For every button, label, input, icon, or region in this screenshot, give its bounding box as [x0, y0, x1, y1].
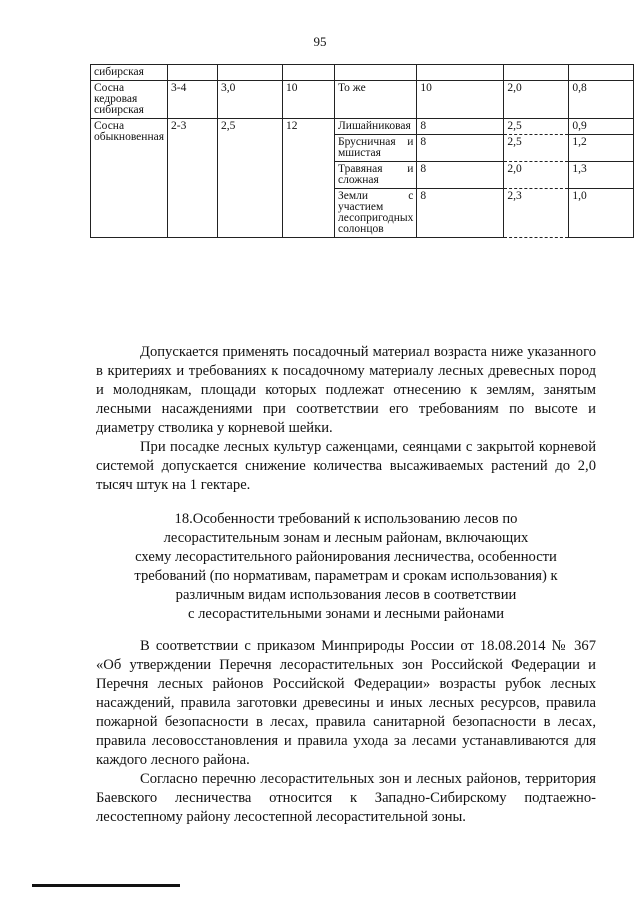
table-cell [282, 65, 334, 81]
table-cell: 0,9 [569, 119, 634, 135]
section-heading [96, 510, 596, 624]
table-cell: 2-3 [167, 119, 217, 238]
table-cell: 1,2 [569, 135, 634, 162]
table-cell: 1,3 [569, 162, 634, 189]
paragraph: В соответствии с приказом Минприроды России от 18.08.2014 № 367 «Об утверждении Перечня лесорастительных зон Российской Федерации и Перечня лесных районов Российской Федерации» возрасты рубок лесных насаждений, правила заготовки древесины и иных лесных ресурсов, правила пожарной безопасности в лесах, правила санитарной безопасности в лесах, правила лесовосстановления и правила ухода за лесами устанавливаются для каждого лесного района. [96, 638, 596, 768]
table-cell: Травяная и сложная [334, 162, 416, 189]
table-cell: сибирская [91, 65, 168, 81]
table-cell: Земли с участием лесопригодных солонцов [334, 189, 416, 238]
heading-line: различным видам использования лесов в соответствии [175, 587, 517, 603]
heading-line: с лесорастительными зонами и лесными районами [187, 606, 505, 622]
paragraph: Согласно перечню лесорастительных зон и лесных районов, территория Баевского лесничества относится к Западно-Сибирскому подтаежно-лесостепному району лесостепной лесорастительной зоны. [96, 771, 596, 825]
table-row [91, 119, 634, 135]
table-cell [417, 65, 504, 81]
body-text-top [96, 343, 596, 495]
table-cell: 8 [417, 119, 504, 135]
paragraph: При посадке лесных культур саженцами, сеянцами с закрытой корневой системой допускается снижение количества высаживаемых растений до 2,0 тысяч штук на 1 гектаре. [96, 439, 596, 493]
table-cell: Сосна обыкновенная [91, 119, 168, 238]
body-text-bottom [96, 637, 596, 827]
planting-norms-table [90, 64, 634, 238]
table-cell: 2,3 [504, 189, 569, 238]
table-cell: 12 [282, 119, 334, 238]
table-cell: 2,0 [504, 162, 569, 189]
table-cell: 8 [417, 162, 504, 189]
table-cell: 8 [417, 135, 504, 162]
table-cell: 2,5 [504, 135, 569, 162]
table-cell: 10 [417, 81, 504, 119]
table-cell: 10 [282, 81, 334, 119]
table-row [91, 65, 634, 81]
table-cell: 8 [417, 189, 504, 238]
table-cell: 1,0 [569, 189, 634, 238]
table-cell: Лишайниковая [334, 119, 416, 135]
paragraph: Допускается применять посадочный материал возраста ниже указанного в критериях и требованиях к посадочному материалу лесных древесных пород и молоднякам, площади которых подлежат отнесению к землям, занятым лесными насаждениями при соответствии его требованиям по высоте и диаметру стволика у корневой шейки. [96, 344, 596, 436]
heading-line: 18.Особенности требований к использованию лесов по [174, 511, 518, 527]
heading-line: схему лесорастительного районирования лесничества, особенности [135, 549, 557, 565]
table-cell: 3-4 [167, 81, 217, 119]
footer-rule [32, 884, 180, 887]
table-cell: 2,5 [504, 119, 569, 135]
table-cell [167, 65, 217, 81]
page-number: 95 [313, 34, 327, 49]
table-cell [569, 65, 634, 81]
table-cell: 0,8 [569, 81, 634, 119]
table-cell: Сосна кедровая сибирская [91, 81, 168, 119]
table-cell [334, 65, 416, 81]
table-row [91, 81, 634, 119]
table-cell: Брусничная и мшистая [334, 135, 416, 162]
table-cell: 3,0 [217, 81, 282, 119]
table-cell: 2,0 [504, 81, 569, 119]
table-cell [217, 65, 282, 81]
table-cell: 2,5 [217, 119, 282, 238]
heading-line: лесорастительным зонам и лесным районам, включающих [163, 530, 529, 546]
heading-line: требований (по нормативам, параметрам и срокам использования) к [134, 568, 558, 584]
table-cell [504, 65, 569, 81]
table-cell: То же [334, 81, 416, 119]
